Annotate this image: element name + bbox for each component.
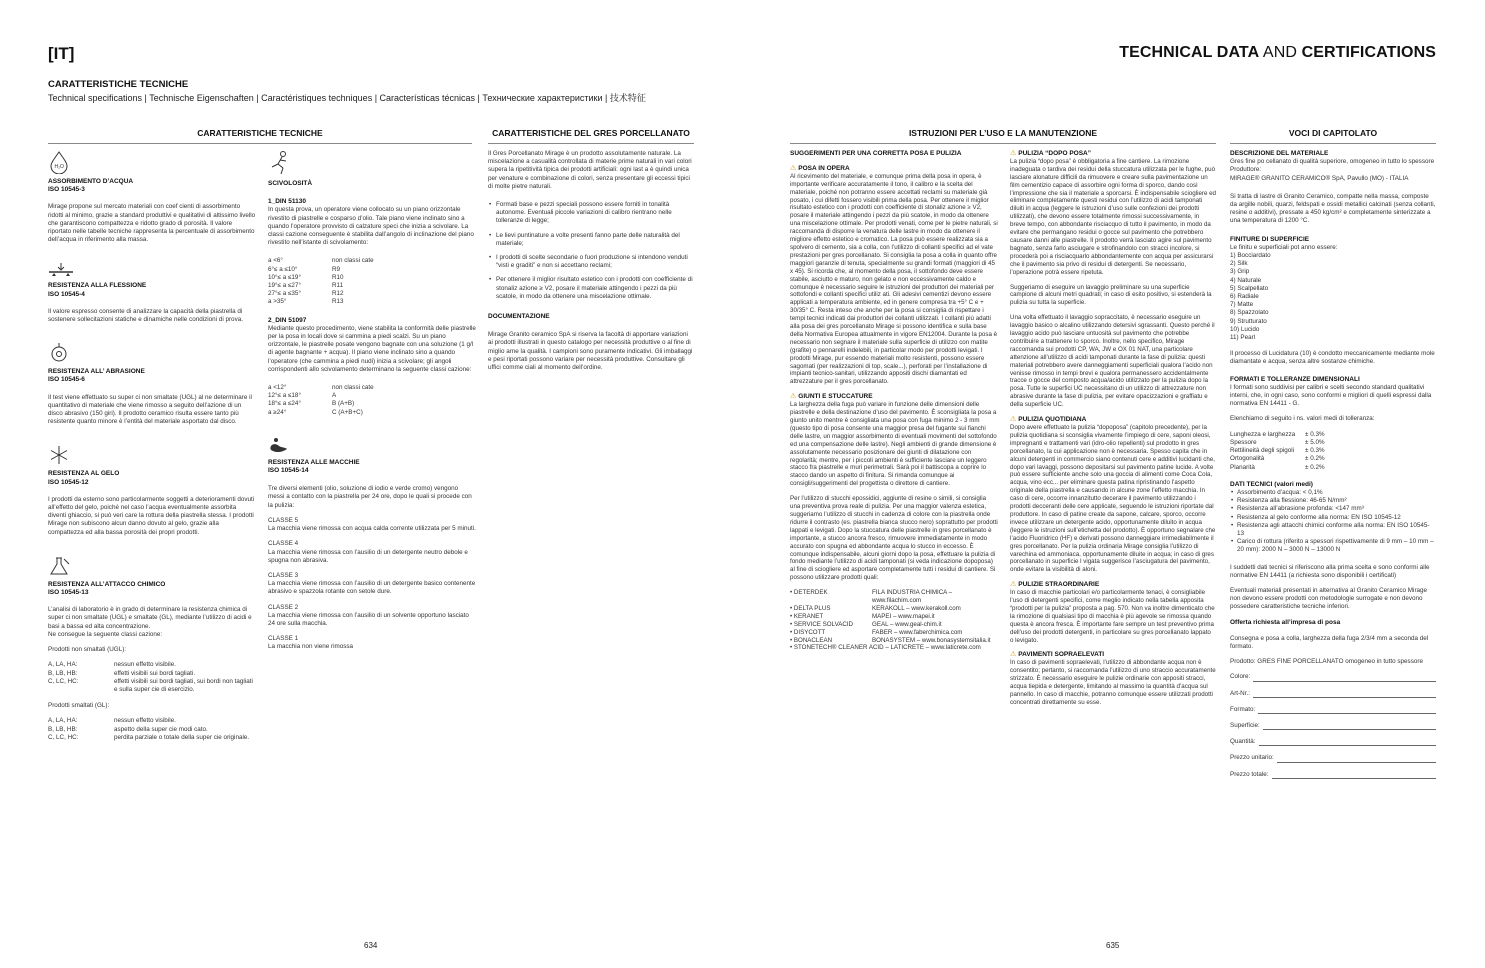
page-number-left: 634 — [364, 941, 378, 950]
list-item: 2) Silk — [1230, 260, 1248, 268]
column-tech-1 — [48, 150, 256, 760]
warning-icon: ⚠ — [1010, 416, 1017, 424]
column-voci: DESCRIZIONE DEL MATERIALE Gres fine po cellanato di qualità superiore, omogeneo in tutto lo spessore Produttore: MIRAGE® GRANITO CERAMICO® SpA, Pavullo (MO) - ITALIA Si tratta di lastre di Granito Ceramico, compatte nella massa, composte da argille nobili, quarzi, feldspati e ossidi metallici calcinati (senza collanti, resine o additivi), pressate a 450 kg/cm² e completamente sinterizzate a una temperatura di 1200 °C. FINITURE DI SUPERFICIE Le finitu e superficiali pot anno essere: 1) Bocciardato 2) Silk 3) Grip 4) Naturale 5) Scalpellato 6) Radiale 7) Matte 8) Spazzolato 9) Strutturato 10) Lucido 11) Pearl Il processo di Lucidatura (10) è condotto meccanicamente mediante mole diamantate e acqua, senza altre sostanze chimiche. FORMATI E TOLLERANZE DIMENSIONALI I formati sono suddivisi per calibri e scelti secondo standard qualitativi interni, che, in ogni caso, sono conformi e migliori di quelli espressi dalla normativa EN 14411 - G. Elenchiamo di seguito i ns. valori medi di tolleranza: Lunghezza e larghezza ± 0.3% Spessore ± 5.0% Rettilineità degli spigoli ± 0.3% Ortogonalità ± 0.2% Planarità ± 0.2% DATI TECNICI (valori medi) • Assorbimento d’acqua: < 0,1% • Resistenza alla flessione: 46-65 N/mm² • Resistenza all’abrasione profonda: <147 mm³ • Resistenza al gelo conforme alla norma: EN ISO 10545-12 • Resistenza agli attacchi chimici conforme alla norma: EN ISO 10545-13 • Carico di rottura (riferito a spessori rispettivamente di 9 mm – 10 mm – 20 mm): 2000 N – 3000 N – 13000 N I suddetti dati tecnici si riferiscono alla prima scelta e sono conformi alle normative EN 14411 (a richiesta sono disponibili i certificati) Eventuali materiali presentati in alternativa al Granito Ceramico Mirage non devono essere prodotti con metodologie surrogate e non devono possedere caratteristiche tecniche inferiori. Offerta richiesta all’impresa di posa Consegna e posa a colla, larghezza della fuga 2/3/4 mm a seconda del formato. Prodotto: GRES FINE PORCELLANATO omogeneo in tutto spessore Colore: Art-Nr.: Formato: Superficie: Quantità: Prezzo unitario: Prezzo totale: — [1230, 150, 1436, 787]
din51097-table: a <12° non classi cate 12°≤ a ≤18° A 18°≤ a ≤24° B (A+B) a ≥24° C (A+B+C) — [268, 384, 374, 416]
snowflake-icon — [48, 444, 70, 466]
block-flexural: RESISTENZA ALLA FLESSIONE ISO 10545-4 Il valore espresso consente di analizzare la capacità della piastrella di sostenere sollecitazioni statiche e dinamiche nelle condizioni di prova. — [48, 262, 256, 324]
warning-icon: ⚠ — [1010, 150, 1017, 157]
warning-icon: ⚠ — [790, 393, 797, 401]
col-title-gres: CARATTERISTICHE DEL GRES PORCELLANATO — [488, 128, 694, 144]
list-item: • Carico di rottura (riferito a spessori rispettivamente di 9 mm – 10 mm – 20 mm): 2000 N – 3000 N – 13000 N — [1237, 538, 1436, 554]
column-istruzioni-1: SUGGERIMENTI PER UNA CORRETTA POSA E PULIZIA ⚠ POSA IN OPERA Al ricevimento del materiale, e comunque prima della posa in opera, è importante verificare accuratamente il tono, il calibro e la scelta del materiale, poiché non potranno essere accettati reclami su materiale già posato, i cui difetti fossero visibili prima della posa. Per ottenere il miglior risultato estetico con i prodotti con coefficiente di stonaliz azione ≥ V2, posare il materiale attingendo i pezzi da più scatole, in modo da ottenere una miscelazione ottimale. Per prodotti venati, come per le pietre naturali, si raccomanda di disporre la venatura delle lastre in modo da ottenere il migliore effetto estetico e cromatico. La posa può essere realizzata sia a spolvero di cemento, sia a colla, con l’utilizzo di collanti specifici ad el vate prestazioni per gres porcellanato. Si consiglia la posa a colla in quanto offre maggiori garanzie di tenuta, specialmente su grandi formati (maggiori di 45 x 45). Si ricorda che, al momento della posa, il sottofondo deve essere stabile, asciutto e maturo, non gelato e non eccessivamente caldo e comunque è necessario seguire le istruzioni dei produttori dei materiali per sottofondi e collanti specifici utiliz ati. Gli adesivi cementizi devono essere applicati a temperatura ambiente, ed in genere compresa tra +5° C e + 30/35° C. Resta inteso che anche per la posa si consiglia di rispettare i tempi tecnici indicati dai produttori dei collanti utilizzati. I collanti più adatti alla posa dei gres porcellanato Mirage si possono identifica e sulla base della Normativa Europea attualmente in vigore EN12004. Durante la posa è necessario non segnare il materiale sulla superficie di utilizzo con matite (grafite) o pennarelli indelebili, in particolar modo per prodotti levigati. I prodotti Mirage, pur essendo materiali molto resistenti, possono essere sagomati (per realizzazioni di top, scale...), perforati per l’installazione di impianti tecnico-sanitari, utilizzando appositi dischi diamantati ed attrezzature per il gres porcellanato. ⚠ GIUNTI E STUCCATURE La larghezza della fuga può variare in funzione delle dimensioni delle piastrelle e della destinazione d’uso del pavimento. È sconsigliata la posa a giunto unito mentre è consigliata una posa con fuga minimo 2 - 3 mm (questo tipo di posa consente una maggior presa del fugante sui fianchi delle lastre, un maggior assorbimento di eventuali movimenti del sottofondo ed una compensazione delle lastre). Negli ambienti di grande dimensione è assolutamente necessario posizionare dei giunti di dilatazione con regolarità; mentre, per i piccoli ambienti è sufficiente lasciare un leggero stacco fra piastrelle e muri perimetrali. Sarà poi il battiscopa a coprire lo stacco dando un aspetto di finitura. Si rimanda comunque ai consigli/suggerimenti del progettista o direttore di cantiere. Per l’utilizzo di stucchi epossidici, aggiunte di resine o simili, si consiglia una preventiva prova reale di pulizia. Per una maggior valenza estetica, suggeriamo l’utilizzo di stucchi in cadenza di colore con la piastrella onde ridurre il contrasto (es. piastrella bianca stucco nero) soprattutto per prodotti lappati e levigati. Dopo la stuccatura delle piastrelle in gres porcellanato è importante, a stucco ancora fresco, rimuovere immediatamente in modo accurato con spugna ed abbondante acqua lo stucco in eccesso. È comunque indispensabile, alcuni giorni dopo la posa, effettuare la pulizia di fondo mediante l’utilizzo di acidi tamponati (si veda indicazione dopoposa) al fine di sciogliere ed asportare completamente tutti i residui di cantiere. Si possono utilizzare prodotti quali: • DETERDEK FILA INDUSTRIA CHIMICA – www.filachim.com • DELTA PLUS KERAKOLL – www.kerakoll.com • KERANET MAPEI – www.mapei.it • SERVICE SOLVACID GEAL – www.geal-chim.it • DISYCOTT FABER – www.faberchimica.com • BONACLEAN BONASYSTEM – www.bonasystemsitalia.it • STONETECH® CLEANER ACID – LATICRETE – www.laticrete.com — [790, 150, 998, 652]
list-item: • Resistenza all’abrasione profonda: <147 mm³ — [1237, 505, 1436, 513]
field-prezzo-unitario[interactable]: Prezzo unitario: — [1230, 754, 1436, 762]
order-form — [1230, 673, 1436, 778]
abrasion-icon — [48, 342, 70, 364]
straordinarie-heading: ⚠ PULIZIE STRAORDINARIE — [1010, 581, 1100, 589]
list-item: • Resistenza al gelo conforme alla norma: EN ISO 10545-12 — [1237, 514, 1436, 522]
cleaning-products: • DETERDEK FILA INDUSTRIA CHIMICA – www.filachim.com • DELTA PLUS KERAKOLL – www.kerakoll.com • KERANET MAPEI – www.mapei.it • SERVICE SOLVACID GEAL – www.geal-chim.it • DISYCOTT FABER – www.faberchimica.com • BONACLEAN BONASYSTEM – www.bonasystemsitalia.it • STONETECH® CLEANER ACID – LATICRETE – www.laticrete.com — [790, 589, 991, 652]
slip-person-icon — [268, 150, 290, 176]
column-gres: Il Gres Porcellanato Mirage è un prodotto assolutamente naturale. La miscelazione a casualità controllata di materie prime naturali in vari colori supera la ripetitività tipica dei prodotti artificiali: ogni last a è quindi unica per venature e combinazione di colori, senza presentare gli eccessi tipici di molte pietre naturali. • Formati base e pezzi speciali possono essere forniti in tonalità autonome. Eventuali piccole variazioni di calibro rientrano nelle tolleranze di legge; • Le lievi puntinature a volte presenti fanno parte delle naturalità del materiale; • I prodotti di scelte secondarie o fuori produzione si intendono venduti “visti e graditi” e non si accettano reclami; • Per ottenere il miglior risultato estetico con i prodotti con coefficiente di stonaliz azione ≥ V2, posare il materiale attingendo i pezzi da più scatole, in modo da ottenere una miscelazione ottimale. DOCUMENTAZIONE Mirage Granito ceramico SpA si riserva la facoltà di apportare variazioni ai prodotti illustrati in questo catalogo per necessità produttive o al fine di miglio arne la qualità. I campioni sono puramente indicativi. Gli imballaggi e pesi riportati possono variare per necessità produttive. Consultare gli uffici comme ciali al momento dell’ordine. — [488, 150, 694, 379]
section-subtitle: Technical specifications | Technische Eigenschaften | Caractéristiques techniques | Características técnicas | Технические характеристики | 技术特征 — [48, 93, 646, 103]
field-art-nr[interactable]: Art-Nr.: — [1230, 690, 1436, 698]
gres-bullets — [488, 201, 694, 301]
list-item: 8) Spazzolato — [1230, 309, 1269, 317]
block-abrasion: RESISTENZA ALL’ ABRASIONE ISO 10545-6 Il test viene effettuato su super ci non smaltate (UGL) al ne determinare il quantitativo di materiale che viene rimosso a seguito dell’azione di un disco abrasivo (150 giri). Il prodotto ceramico risulta essere tanto più resistente quanto minore è l’entità del materiale asportato dal disco. — [48, 342, 256, 426]
stain-classes: CLASSE 5 La macchia viene rimossa con acqua calda corrente utilizzata per 5 minuti. CLASSE 4 La macchia viene rimossa con l’ausilio di un detergente neutro debole e spugna non abrasiva. CLASSE 3 La macchia viene rimossa con l’ausilio di un detergente basico contenente abrasivo e spazzola rotante con setole dure. CLASSE 2 La macchia viene rimossa con l’ausilio di un solvente opportuno lasciato 24 ore sulla macchia. CLASSE 1 La macchia non viene rimossa — [268, 516, 476, 651]
block-frost: RESISTENZA AL GELO ISO 10545-12 I prodotti da esterno sono particolarmente soggetti a deterioramenti dovuti all’effetto del gelo, poiché nel caso l’acqua eventualmente assorbita diventi ghiaccio, si può veri care la rottura della piastrella stessa. I prodotti Mirage non subiscono alcun danno dovuto al gelo, grazie alla compattezza ed alla bassa porosità dei propri prodotti. — [48, 444, 256, 536]
quotidiana-heading: ⚠ PULIZIA QUOTIDIANA — [1010, 416, 1087, 424]
list-item: • Le lievi puntinature a volte presenti fanno parte delle naturalità del materiale; — [496, 232, 694, 248]
tech-data-list — [1230, 489, 1436, 555]
stain-icon — [268, 435, 290, 455]
water-drop-icon — [48, 150, 70, 174]
sopraelevati-heading: ⚠ PAVIMENTI SOPRAELEVATI — [1010, 651, 1105, 659]
gl-table: A, LA, HA: nessun effetto visibile. B, LB, HB: aspetto della super cie modi cato. C, LC, HC: perdita parziale o totale della super cie originale. — [48, 717, 250, 741]
list-item: 5) Scalpellato — [1230, 284, 1269, 292]
list-item: • Formati base e pezzi speciali possono essere forniti in tonalità autonome. Eventuali piccole variazioni di calibro rientrano nelle tolleranze di legge; — [496, 201, 694, 226]
din51130-table: a <6° non classi cate 6°≤ a ≤10° R9 10°≤ a ≤19° R10 19°≤ a ≤27° R11 27°≤ a ≤35° R12 a >35° R13 — [268, 257, 374, 306]
list-item: • Resistenza agli attacchi chimici conforme alla norma: EN ISO 10545-13 — [1237, 522, 1436, 538]
giunti-heading: ⚠ GIUNTI E STUCCATURE — [790, 393, 873, 401]
list-item: 4) Naturale — [1230, 276, 1262, 284]
flexion-icon — [48, 262, 74, 278]
col-title-tech: CARATTERISTICHE TECNICHE — [48, 128, 472, 144]
column-istruzioni-2: ⚠ PULIZIA “DOPO POSA” La pulizia “dopo posa” è obbligatoria a fine cantiere. La rimozione inadeguata o tardiva dei residui della stuccatura utilizzata per le fughe, può lasciare alonature difficili da rimuovere e creare sulla pavimentazione un film cementizio capace di assorbire ogni forma di sporco, dando così l’impressione che sia il materiale a sporcarsi. È indispensabile sciogliere ed eliminare completamente questi residui con l’utilizzo di acidi tamponati diluiti in acqua (leggere le istruzioni d’uso sulle confezioni dei prodotti utilizzati), che devono essere totalmente rimossi successivamente, in breve tempo, con abbondante risciacquo di tutto il pavimento, in modo da evitare che permangano residui o gocce sul pavimento che potrebbero causare danni alle piastrelle. Il prodotto verrà lasciato agire sul pavimento bagnato, senza farlo asciugare e strofinandolo con stracci incolore, si procederà poi a risciacquarlo abbondantemente con acqua per assicurarsi che il pavimento sia privo di residui di detergenti. Se necessario, l’operazione potrà essere ripetuta. Suggeriamo di eseguire un lavaggio preliminare su una superficie campione di alcuni metri quadrati; in caso di esito positivo, si estenderà la pulizia su tutta la superficie. Una volta effettuato il lavaggio sopraccitato, è necessario eseguire un lavaggio basico o alcalino utilizzando detersivi sgrassanti. Questo perché il lavaggio acido può lasciare untuosità sul pavimento che potrebbe contribuire a trattenere lo sporco. Inoltre, nello specifico, Mirage raccomanda sui prodotti CP, WA, JW e OX 01 NAT, una particolare attenzione all’utilizzo di acidi tamponati durante la fase di pulizia: questi materiali potrebbero avere danneggiamenti superficiali qualora l’acido non venisse rimosso in tempi brevi e qualora permanessero accidentalmente tracce o gocce del composto acqua/acido utilizzato per la pulizia dopo la posa. Tutte le superfici UC necessitano di un utilizzo di attrezzature non abrasive durante la fase di pulizia, per evitare opacizzazioni e graffiatu e della superficie UC. ⚠ PULIZIA QUOTIDIANA Dopo avere effettuato la pulizia “dopoposa” (capitolo precedente), per la pulizia quotidiana si sconsiglia vivamente l’impiego di cere, saponi oleosi, impregnanti e trattamenti vari (idro-olio repellenti) sul prodotto in gres porcellanato, la cui applicazione non è necessaria. Spesso capita che in alcuni detergenti in commercio siano contenuti cere e additivi lucidanti che, dopo vari lavaggi, possono depositarsi sul pavimento patine lucide. A volte può essere sufficiente anche solo una goccia di alimenti come Coca Cola, acqua, vino ecc... per eliminare questa patina ripristinando l’aspetto originale della piastrella e causando in alcune zone l’effetto macchia. In caso di cere, occorre innanzitutto decerare il pavimento utilizzando i prodotti decceranti delle cere applicate, seguendo le istruzioni riportate dal produttore. In caso di patine create da sapone, calcare, sporco, occorre invece utilizzare un detergente acido, opportunamente diluito in acqua (leggere le istruzioni sull’etichetta del prodotto). È opportuno segnalare che l’acido Fluoridrico (HF) e derivati possono danneggiare irrimediabilmente il gres porcellanato. Per la pulizia ordinaria Mirage consiglia l’utilizzo di varechina ed ammoniaca, opportunamente diluite in acqua; in caso di gres porcellanato in superficie l vigata suggerisce l’asciugatura del pavimento, onde evitare la visibilità di aloni. ⚠ PULIZIE STRAORDINARIE In caso di macchie particolari e/o particolarmente tenaci, è consigliabile l’uso di detergenti specifici, come meglio indicato nella tabella apposita “prodotti per la pulizia” proposta a pag. 570. Non va inoltre dimenticato che la rimozione di qualsiasi tipo di macchia è più agevole se rimossa quando questa è ancora fresca. È importante fare sempre un test preventivo prima dell’uso dei prodotti detergenti, in particolare su gres porcellanato lappato o levigato. ⚠ PAVIMENTI SOPRAELEVATI In caso di pavimenti sopraelevati, l’utilizzo di abbondante acqua non è consentito; pertanto, si raccomanda l’utilizzo di uno straccio accuratamente strizzato. È necessario eseguire le pulizie ordinarie con appositi stracci, acqua tiepida e detergente, limitando al massimo la quantità d’acqua sul pannello. In caso di macchie, potranno comunque essere utilizzati prodotti concentrati direttamente su esse. — [1010, 150, 1217, 706]
list-item: 10) Lucido — [1230, 325, 1260, 333]
block-chemical: RESISTENZA ALL’ATTACCO CHIMICO ISO 10545-13 L’analisi di laboratorio è in grado di determinare la resistenza chimica di super ci non smaltate (UGL) e smaltate (GL), mediante l’utilizzo di acidi e basi a bassa ed alta concentrazione. Ne consegue la seguente classi cazione: Prodotti non smaltati (UGL): A, LA, HA: nessun effetto visibile. B, LB, HB: effetti visibili sui bordi tagliati. C, LC, HC: effetti visibili sui bordi tagliati, sui bordi non tagliati e sulla super cie di esercizio. Prodotti smaltati (GL): A, LA, HA: nessun effetto visibile. B, LB, HB: aspetto della super cie modi cato. C, LC, HC: perdita parziale o totale della super cie originale. — [48, 555, 256, 742]
block-water-absorption: H₂O ASSORBIMENTO D’ACQUA ISO 10545-3 Mirage propone sul mercato materiali con coef cienti di assorbimento ridotti al minimo, grazie a standard produttivi e qualitativi di altissimo livello che garantiscono compattezza e ridotto grado di porosità. Il valore riportato nelle tabelle tecniche rappresenta la percentuale di assorbimento dell’acqua in riferimento alla massa. — [48, 150, 256, 244]
main-title: TECHNICAL DATA AND CERTIFICATIONS — [1119, 44, 1436, 61]
warning-icon: ⚠ — [1010, 651, 1017, 659]
list-item: • Assorbimento d’acqua: < 0,1% — [1237, 489, 1436, 497]
col-title-voci: VOCI DI CAPITOLATO — [1230, 128, 1436, 144]
warning-icon: ⚠ — [1010, 581, 1017, 589]
field-quantita[interactable]: Quantità: — [1230, 738, 1436, 746]
col-title-istruzioni: ISTRUZIONI PER L’USO E LA MANUTENZIONE — [790, 128, 1216, 144]
field-prezzo-totale[interactable]: Prezzo totale: — [1230, 771, 1436, 779]
posa-heading: ⚠ POSA IN OPERA — [790, 164, 850, 172]
field-superficie[interactable]: Superficie: — [1230, 722, 1436, 730]
language-tag: [IT] — [48, 44, 75, 63]
field-colore[interactable]: Colore: — [1230, 673, 1436, 681]
list-item: 6) Radiale — [1230, 293, 1259, 301]
list-item: 3) Grip — [1230, 268, 1250, 276]
list-item: 9) Strutturato — [1230, 317, 1267, 325]
tolerance-table: Lunghezza e larghezza ± 0.3% Spessore ± 5.0% Rettilineità degli spigoli ± 0.3% Ortogonalità ± 0.2% Planarità ± 0.2% — [1230, 430, 1325, 471]
dopo-posa-heading: ⚠ PULIZIA “DOPO POSA” — [1010, 150, 1091, 157]
page-number-right: 635 — [1106, 941, 1120, 950]
field-formato[interactable]: Formato: — [1230, 706, 1436, 714]
list-item: 11) Pearl — [1230, 334, 1256, 342]
warning-icon: ⚠ — [790, 164, 797, 172]
column-tech-2: SCIVOLOSITÀ 1_DIN 51130 In questa prova, un operatore viene collocato su un piano orizzontale rivestito di piastrelle e cosparso d’olio. Tale piano viene inclinato sino a quando l’operatore provvisto di calzature speci che inizia a scivolare. La classi cazione conseguente è stabilita dall’angolo di inclinazione del piano rivestito nell’istante di scivolamento: a <6° non classi cate 6°≤ a ≤10° R9 10°≤ a ≤19° R10 19°≤ a ≤27° R11 27°≤ a ≤35° R12 a >35° R13 2_DIN 51097 Mediante questo procedimento, viene stabilita la conformità delle piastrelle per la posa in locali dove si cammina a piedi scalzi. Su un piano orizzontale, le piastrelle posate vengono bagnate con una soluzione (1 g/l di agente bagnante + acqua). Il piano viene inclinato sino a quando l’operatore (che cammina a piedi nudi) inizia a scivolare; gli angoli corrispondenti allo scivolamento determinano la seguente classi cazione: a <12° non classi cate 12°≤ a ≤18° A 18°≤ a ≤24° B (A+B) a ≥24° C (A+B+C) RESISTENZA ALLE MACCHIE ISO 10545-14 Tre diversi elementi (olio, soluzione di iodio e verde cromo) vengono messi a contatto con la piastrella per 24 ore, dopo le quali si procede con la pulizia: CLASSE 5 La macchia viene rimossa con acqua calda corrente utilizzata per 5 minuti. CLASSE 4 La macchia viene rimossa con l’ausilio di un detergente neutro debole e spugna non abrasiva. CLASSE 3 La macchia viene rimossa con l’ausilio di un detergente basico contenente abrasivo e spazzola rotante con setole dure. CLASSE 2 La macchia viene rimossa con l’ausilio di un solvente opportuno lasciato 24 ore sulla macchia. CLASSE 1 La macchia non viene rimossa — [268, 150, 476, 659]
list-item: 7) Matte — [1230, 301, 1254, 309]
svg-text:H₂O: H₂O — [54, 164, 64, 170]
ugl-table: A, LA, HA: nessun effetto visibile. B, LB, HB: effetti visibili sui bordi tagliati. C, LC, HC: effetti visibili sui bordi tagliati, sui bordi non tagliati e sulla super cie di esercizio. — [48, 661, 253, 693]
list-item: • Resistenza alla flessione: 46-65 N/mm² — [1237, 497, 1436, 505]
flask-icon — [48, 555, 70, 577]
finiture-list — [1230, 252, 1436, 342]
list-item: • I prodotti di scelte secondarie o fuori produzione si intendono venduti “visti e graditi” e non si accettano reclami; — [496, 254, 694, 270]
list-item: • Per ottenere il miglior risultato estetico con i prodotti con coefficiente di stonaliz azione ≥ V2, posare il materiale attingendo i pezzi da più scatole, in modo da ottenere una miscelazione ottimale. — [496, 276, 694, 301]
list-item: 1) Bocciardato — [1230, 252, 1271, 260]
section-title: CARATTERISTICHE TECNICHE — [48, 79, 189, 90]
